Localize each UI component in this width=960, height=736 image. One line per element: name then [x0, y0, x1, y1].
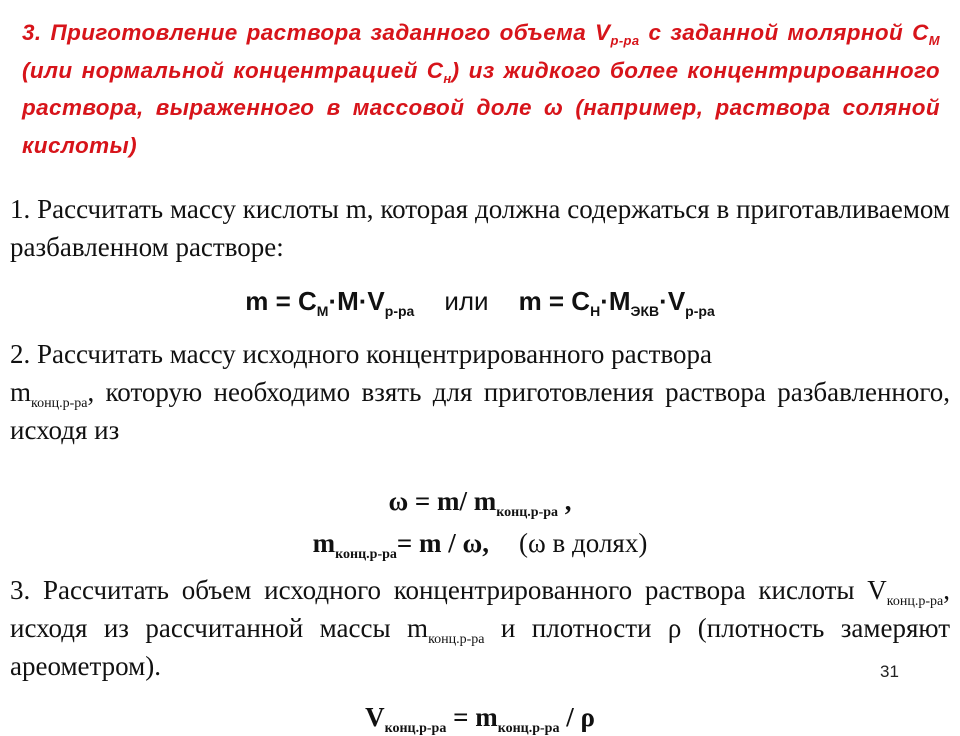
formula-or: или [444, 286, 489, 316]
heading-subscript: н [443, 70, 452, 86]
formula-part: V [365, 702, 385, 732]
formula-part: , [558, 486, 572, 516]
formula-subscript: М [316, 303, 329, 319]
formula-part: / ρ [559, 702, 595, 732]
step-1-label: 1. Рассчитать массу кислоты m, которая должна содержаться в приготавливаемом разбавленном растворе: [10, 194, 950, 262]
step-3-subscript: конц.р-ра [428, 632, 485, 647]
formula-part: ·V [659, 286, 686, 316]
step-3-label: 3. Рассчитать объем исходного концентрированного раствора кислоты V [10, 575, 887, 605]
formula-note: (ω в долях) [519, 528, 648, 558]
formula-part: ω = m/ m [388, 486, 497, 516]
step-2-text [10, 335, 950, 449]
formula-subscript: конц.р-ра [384, 721, 447, 736]
formula-part: = m [446, 702, 498, 732]
heading-text: (или нормальной концентрацией С [22, 57, 444, 83]
formula-omega [0, 484, 960, 518]
step-2-symbol: m [10, 377, 32, 407]
formula-part: ·M [600, 286, 631, 316]
step-3-label: и плотности ρ (плотность замеряют ареометром). [10, 613, 951, 681]
formula-mass-acid [0, 284, 960, 318]
formula-subscript: конц.р-ра [497, 721, 560, 736]
formula-part: m = C [518, 286, 591, 316]
formula-part: m = C [245, 286, 317, 316]
heading-text: ) из жидкого более концентрированного раствора, выраженного в массовой доле ω (например, раствора соляной кислоты) [22, 57, 940, 158]
heading-subscript: р-ра [610, 33, 640, 48]
formula-part: ·M·V [328, 286, 385, 316]
heading-text: 3. Приготовление раствора заданного объема V [22, 20, 611, 45]
step-3-subscript: конц.р-ра [886, 594, 944, 609]
step-3-text [10, 571, 950, 685]
step-2-rest: , которую необходимо взять для приготовления раствора разбавленного, исходя из [10, 377, 950, 445]
formula-subscript: р-ра [384, 303, 415, 319]
step-1-text [10, 190, 950, 266]
step-2-label: 2. Рассчитать массу исходного концентрированного раствора [10, 339, 712, 369]
heading-text: с заданной молярной С [639, 20, 929, 45]
slide-heading [22, 14, 940, 164]
formula-subscript: ЭКВ [630, 303, 660, 319]
formula-subscript: конц.р-ра [335, 547, 397, 562]
formula-part: m [312, 528, 336, 558]
formula-subscript: р-ра [685, 303, 715, 319]
formula-subscript: Н [590, 303, 601, 319]
heading-subscript: М [928, 33, 941, 48]
formula-part: = m / ω, [396, 528, 490, 558]
step-3-label: , исходя из рассчитанной массы m [10, 575, 950, 643]
formula-volume [0, 700, 960, 734]
step-2-subscript: конц.р-ра [31, 396, 88, 411]
formula-mass-concentrated [0, 526, 960, 560]
formula-subscript: конц.р-ра [496, 505, 559, 520]
page-number: 31 [880, 662, 899, 681]
